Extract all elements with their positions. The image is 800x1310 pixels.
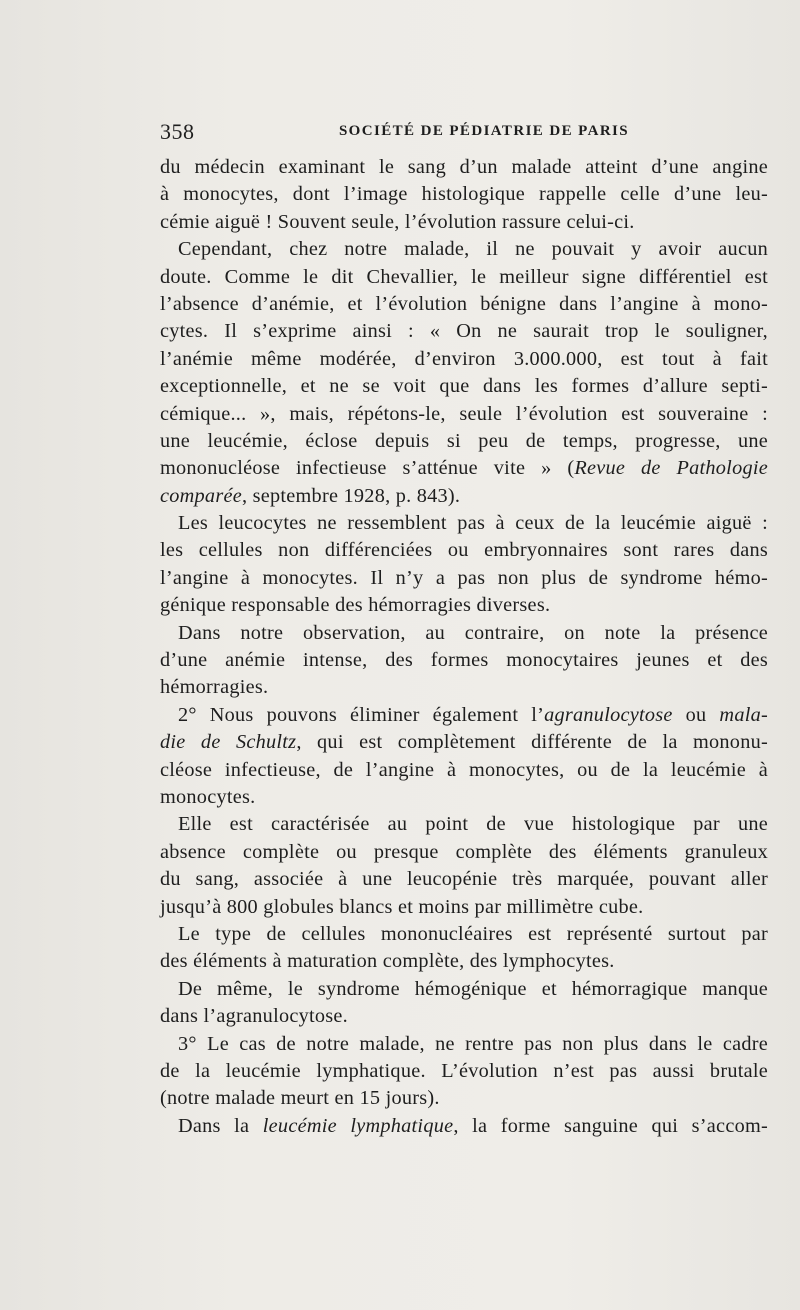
italic-segment: die de Schultz: [160, 731, 297, 754]
text-line: monocytes.: [160, 785, 256, 808]
text-line: une leucémie, éclose depuis si peu de temps, progresse, une: [160, 429, 768, 452]
text-segment: , la forme sanguine qui s’accom-: [453, 1114, 768, 1137]
text-line: [160, 455, 768, 482]
text-line: l’anémie même modérée, d’environ 3.000.000, est tout à fait: [160, 347, 768, 370]
text-line: cémique... », mais, répétons-le, seule l’évolution est souveraine :: [160, 402, 768, 425]
running-title: SOCIÉTÉ DE PÉDIATRIE DE PARIS: [338, 123, 630, 139]
text-line: exceptionnelle, et ne se voit que dans les formes d’allure septi-: [160, 375, 768, 398]
page-number: 358: [160, 119, 195, 144]
text-segment: , septembre 1928, p. 843).: [241, 484, 461, 507]
text-line: 3° Le cas de notre malade, ne rentre pas non plus dans le cadre: [178, 1032, 768, 1055]
text-line: cléose infectieuse, de l’angine à monocytes, ou de la leucémie à: [160, 758, 768, 781]
text-line: [160, 702, 768, 729]
text-line: doute. Comme le dit Chevallier, le meilleur signe différentiel est: [160, 265, 768, 288]
text-line: de la leucémie lymphatique. L’évolution n’est pas aussi brutale: [160, 1059, 768, 1082]
text-line: cémie aiguë ! Souvent seule, l’évolution rassure celui-ci.: [160, 210, 635, 233]
text-line: [160, 483, 768, 510]
text-line: des éléments à maturation complète, des lymphocytes.: [160, 950, 615, 973]
italic-segment: agranulocytose: [544, 703, 673, 726]
text-segment: mononucléose infectieuse s’atténue vite » (: [160, 457, 575, 480]
text-line: Le type de cellules mononucléaires est représenté surtout par: [178, 922, 768, 945]
text-line: cytes. Il s’exprime ainsi : « On ne saurait trop le souligner,: [160, 320, 768, 343]
text-line: à monocytes, dont l’image histologique rappelle celle d’une leu-: [160, 183, 768, 206]
text-line: Dans notre observation, au contraire, on note la présence: [178, 621, 768, 644]
text-line: dans l’agranulocytose.: [160, 1005, 348, 1028]
text-line: du sang, associée à une leucopénie très marquée, pouvant aller: [160, 868, 768, 891]
page-header: [160, 119, 768, 147]
text-segment: 2° Nous pouvons éliminer également l’: [178, 703, 545, 726]
text-line: Les leucocytes ne ressemblent pas à ceux de la leucémie aiguë :: [178, 512, 768, 535]
text-line: [160, 729, 768, 756]
italic-segment: comparée: [160, 484, 242, 507]
text-segment: ou: [672, 703, 720, 726]
text-line: d’une anémie intense, des formes monocytaires jeunes et des: [160, 649, 768, 672]
italic-segment: leucémie lymphatique: [262, 1114, 454, 1137]
text-line: [160, 1113, 768, 1140]
text-line: Elle est caractérisée au point de vue histologique par une: [178, 813, 768, 836]
text-line: l’angine à monocytes. Il n’y a pas non plus de syndrome hémo-: [160, 566, 768, 589]
italic-segment: mala-: [719, 703, 768, 726]
text-segment: Dans la: [178, 1114, 263, 1137]
text-line: jusqu’à 800 globules blancs et moins par millimètre cube.: [160, 895, 644, 918]
text-line: Cependant, chez notre malade, il ne pouvait y avoir aucun: [178, 238, 768, 261]
text-line: génique responsable des hémorragies diverses.: [160, 594, 551, 617]
text-line: du médecin examinant le sang d’un malade atteint d’une angine: [160, 156, 768, 178]
body-text: [160, 154, 768, 1140]
text-line: les cellules non différenciées ou embryonnaires sont rares dans: [160, 539, 768, 562]
italic-segment: Revue de Pathologie: [574, 457, 768, 480]
text-line: De même, le syndrome hémogénique et hémorragique manque: [178, 977, 768, 1000]
text-line: l’absence d’anémie, et l’évolution bénigne dans l’angine à mono-: [160, 292, 768, 315]
text-line: absence complète ou presque complète des éléments granuleux: [160, 840, 768, 863]
text-line: (notre malade meurt en 15 jours).: [160, 1087, 440, 1110]
text-segment: , qui est complètement différente de la mononu-: [296, 731, 768, 754]
text-line: hémorragies.: [160, 676, 269, 699]
